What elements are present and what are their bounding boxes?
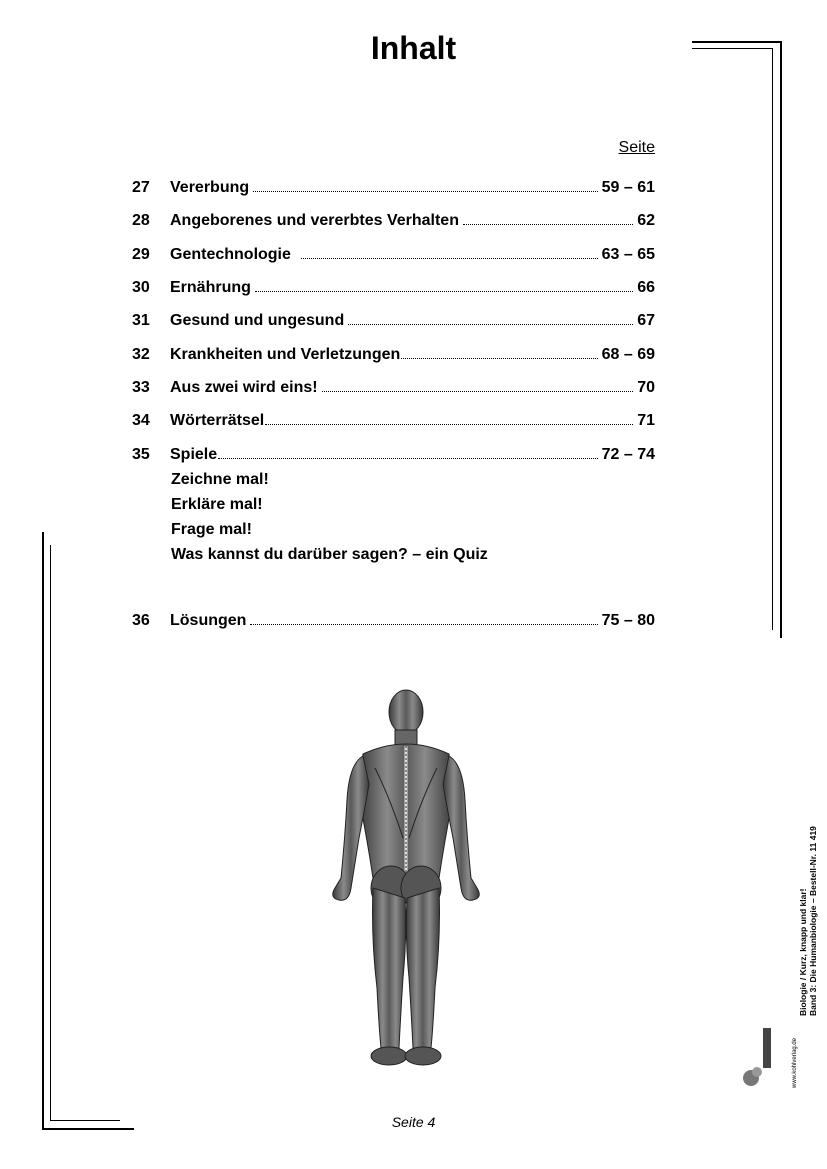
frame-line-left-inner	[50, 545, 51, 1121]
toc-leader-dots	[253, 187, 597, 192]
toc-row	[132, 379, 655, 401]
toc-leader-dots	[401, 354, 597, 359]
toc-subitem: Erkläre mal!	[171, 496, 263, 513]
toc-number: 27	[132, 179, 150, 196]
toc-row	[132, 179, 655, 201]
toc-subitem: Zeichne mal!	[171, 471, 269, 488]
toc-page: 71	[637, 412, 655, 429]
toc-page: 75 – 80	[601, 612, 655, 629]
series-line-2: Band 3: Die Humanbiologie – Bestell-Nr. 11 419	[808, 826, 818, 1016]
toc-row	[132, 279, 655, 301]
publisher-url: www.kohlverlag.de	[792, 1037, 798, 1088]
toc-page: 63 – 65	[601, 246, 655, 263]
toc-number: 36	[132, 612, 150, 629]
toc-title: Vererbung	[170, 179, 250, 196]
toc-page: 67	[637, 312, 655, 329]
toc-leader-dots	[250, 620, 597, 625]
toc-subitem: Frage mal!	[171, 521, 252, 538]
human-muscle-figure	[315, 688, 497, 1072]
toc-row	[132, 212, 655, 234]
toc-number: 28	[132, 212, 150, 229]
toc-title: Spiele	[170, 446, 218, 463]
toc-title: Lösungen	[170, 612, 247, 629]
toc-row	[132, 246, 655, 268]
toc-leader-dots	[348, 320, 633, 325]
toc-leader-dots	[218, 454, 597, 459]
publisher-logo	[741, 1022, 777, 1090]
toc-title: Wörterrätsel	[170, 412, 265, 429]
toc-leader-dots	[322, 387, 634, 392]
toc-page: 59 – 61	[601, 179, 655, 196]
frame-line-right-outer	[780, 41, 782, 638]
toc-page: 70	[637, 379, 655, 396]
toc-subitem: Was kannst du darüber sagen? – ein Quiz	[171, 546, 488, 563]
toc-page: 72 – 74	[601, 446, 655, 463]
toc-leader-dots	[265, 420, 633, 425]
toc-title: Ernährung	[170, 279, 251, 296]
toc-number: 33	[132, 379, 150, 396]
toc-page: 68 – 69	[601, 346, 655, 363]
page-footer: Seite 4	[391, 1114, 436, 1130]
toc-title: Aus zwei wird eins!	[170, 379, 318, 396]
toc-number: 32	[132, 346, 150, 363]
toc-leader-dots	[255, 287, 633, 292]
frame-line-right-inner	[772, 48, 773, 630]
series-line-1: Biologie / Kurz, knapp und klar!	[798, 888, 808, 1016]
toc-leader-dots	[463, 220, 633, 225]
toc-row	[132, 346, 655, 368]
toc-title: Gentechnologie	[170, 246, 291, 263]
seite-column-header: Seite	[618, 139, 655, 156]
page-title: Inhalt	[370, 30, 457, 66]
toc-number: 34	[132, 412, 150, 429]
toc-page: 62	[637, 212, 655, 229]
toc-number: 29	[132, 246, 150, 263]
toc-title: Gesund und ungesund	[170, 312, 345, 329]
toc-row	[132, 312, 655, 334]
toc-row	[132, 446, 655, 468]
toc-row	[132, 612, 655, 634]
toc-number: 30	[132, 279, 150, 296]
toc-title: Angeborenes und vererbtes Verhalten	[170, 212, 459, 229]
toc-number: 35	[132, 446, 150, 463]
frame-line-left-outer	[42, 532, 44, 1130]
toc-leader-dots	[301, 254, 598, 259]
toc-title: Krankheiten und Verletzungen	[170, 346, 401, 363]
toc-page: 66	[637, 279, 655, 296]
toc-row	[132, 412, 655, 434]
publisher-series-info	[798, 826, 818, 1016]
toc-number: 31	[132, 312, 150, 329]
